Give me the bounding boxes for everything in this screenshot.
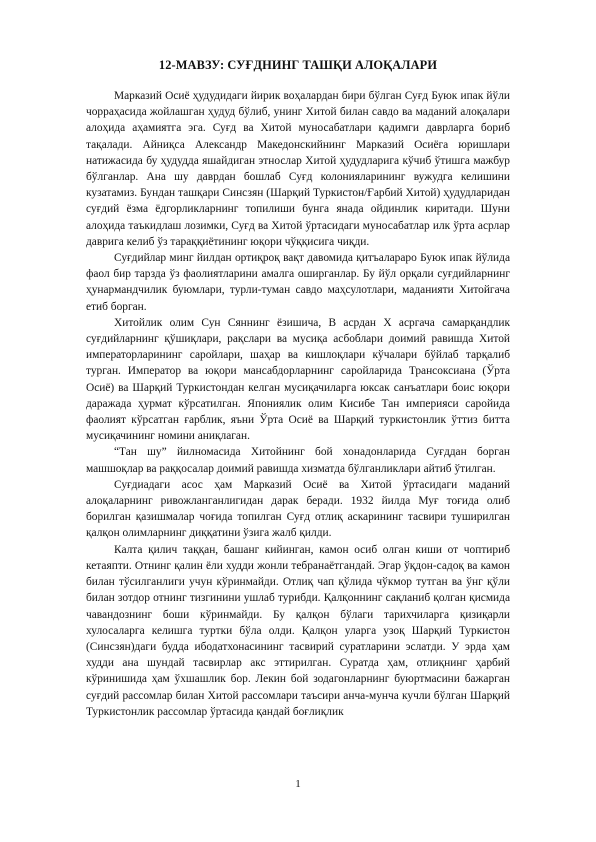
paragraph-2: Суғдийлар минг йилдан ортиқроқ вақт давомида қитъалараро Буюк ипак йўлида фаол бир тарзда ўз фаолиятларини амалга оширганлар. Бу йўл орқали суғдийларнинг ҳунармандчилик буюмлари, турли-туман савдо маҳсулотлари, маданияти Хитойгача етиб борган. <box>86 252 510 313</box>
paragraph-3: Хитойлик олим Сун Сяннинг ёзишича, В асрдан X асргача самарқандлик суғдийларнинг қўшиқлари, рақслари ва мусиқа асбоблари доимий равишда Хитой императорларининг саройлари, шаҳар ва кишлоқлари кўчалари бўйлаб тарқалиб турган. Император ва юқори мансабдорларнинг саройларида Трансоксиана (Ўрта Осиё) ва Шарқий Туркистондан келган мусиқачиларга юксак санъатлари боис юқори даражада ҳурмат кўрсатилган. Япониялик олим Кисибе Тан империяси саройида фаолият кўрсатган ғарблик, яъни Ўрта Осиё ва Шарқий туркистонлик ўттиз битта мусиқачининг номини аниқлаган. <box>86 316 510 443</box>
paragraph-6: Калта қилич таққан, башанг кийинган, камон осиб олган киши от чоптириб кетаяпти. Отнинг қалин ёли худди жонли тебранаётгандай. Эгар ўқдон-садоқ ва камон билан тўсилганлиги учун кўринмайди. Отлиқ чап қўлида чўкмор тутган ва ўнг қўли билан зотдор отнинг тизгинини ушлаб турибди. Қалқоннинг сақланиб қолган қисмида чавандознинг боши кўринмайди. Бу қалқон бўлаги тарихчиларга қизиқарли хулосаларга келишга туртки бўла олди. Қалқон уларга узоқ Шарқий Туркистон (Синсзян)даги будда ибодатхонасининг тасвирий суратларини эслатди. У эрда ҳам худди ана шундай тасвирлар акс эттирилган. Суратда ҳам, отлиқнинг ҳарбий кўринишида ҳам ўхшашлик бор. Лекин бой зодагонларнинг буюртмасини бажарган суғдий рассомлар билан Хитой рассомлари таъсири анча-мунча кучли бўлган Шарқий Туркистонлик рассомлар ўртасида қандай боғлиқлик <box>86 543 510 718</box>
paragraph-5: Суғдиадаги асос ҳам Марказий Осиё ва Хитой ўртасидаги маданий алоқаларнинг ривожланганлигидан дарак беради. 1932 йилда Муғ тоғида олиб борилган қазишмалар чоғида топилган Суғд отлиқ аскарининг тасвири туширилган қалқон олимларнинг диққатини ўзига жалб қилди. <box>86 478 510 540</box>
paragraph-4: “Тан шу” йилномасида Хитойнинг бой хонадонларида Суғддан борган машшоқлар ва раққосалар доимий равишда хизматда бўлганликлари айтиб ўтилган. <box>86 446 510 475</box>
page-content <box>86 57 510 720</box>
page-number: 1 <box>295 778 301 790</box>
paragraph-1: Марказий Осиё ҳудудидаги йирик воҳалардан бири бўлган Суғд Буюк ипак йўли чорраҳасида жойлашган ҳудуд бўлиб, унинг Хитой билан савдо ва маданий алоқалари алоҳида аҳамиятга эга. Суғд ва Хитой муносабатлари қадимги даврларга бориб тақалади. Айниқса Александр Македонскийнинг Марказий Осиёга юришлари натижасида бу ҳудудда яшайдиган этнослар Хитой ҳудудларига кўчиб ўтишга мажбур бўлганлар. Ана шу даврдан бошлаб Суғд колонияларининг вужудга келишини кузатамиз. Бундан ташқари Синсзян (Шарқий Туркистон/Ғарбий Хитой) ҳудудларидан суғдий ёзма ёдгорликларнинг топилиши бунга янада ойдинлик киритади. Шуни алоҳида таъкидлаш лозимки, Суғд ва Хитой ўртасидаги муносабатлар илк ўрта асрлар даврига келиб ўз тараққиётининг юқори чўққисига чиқди. <box>86 90 510 248</box>
page-title: 12-МАВЗУ: СУҒДНИНГ ТАШҚИ АЛОҚАЛАРИ <box>158 58 438 72</box>
